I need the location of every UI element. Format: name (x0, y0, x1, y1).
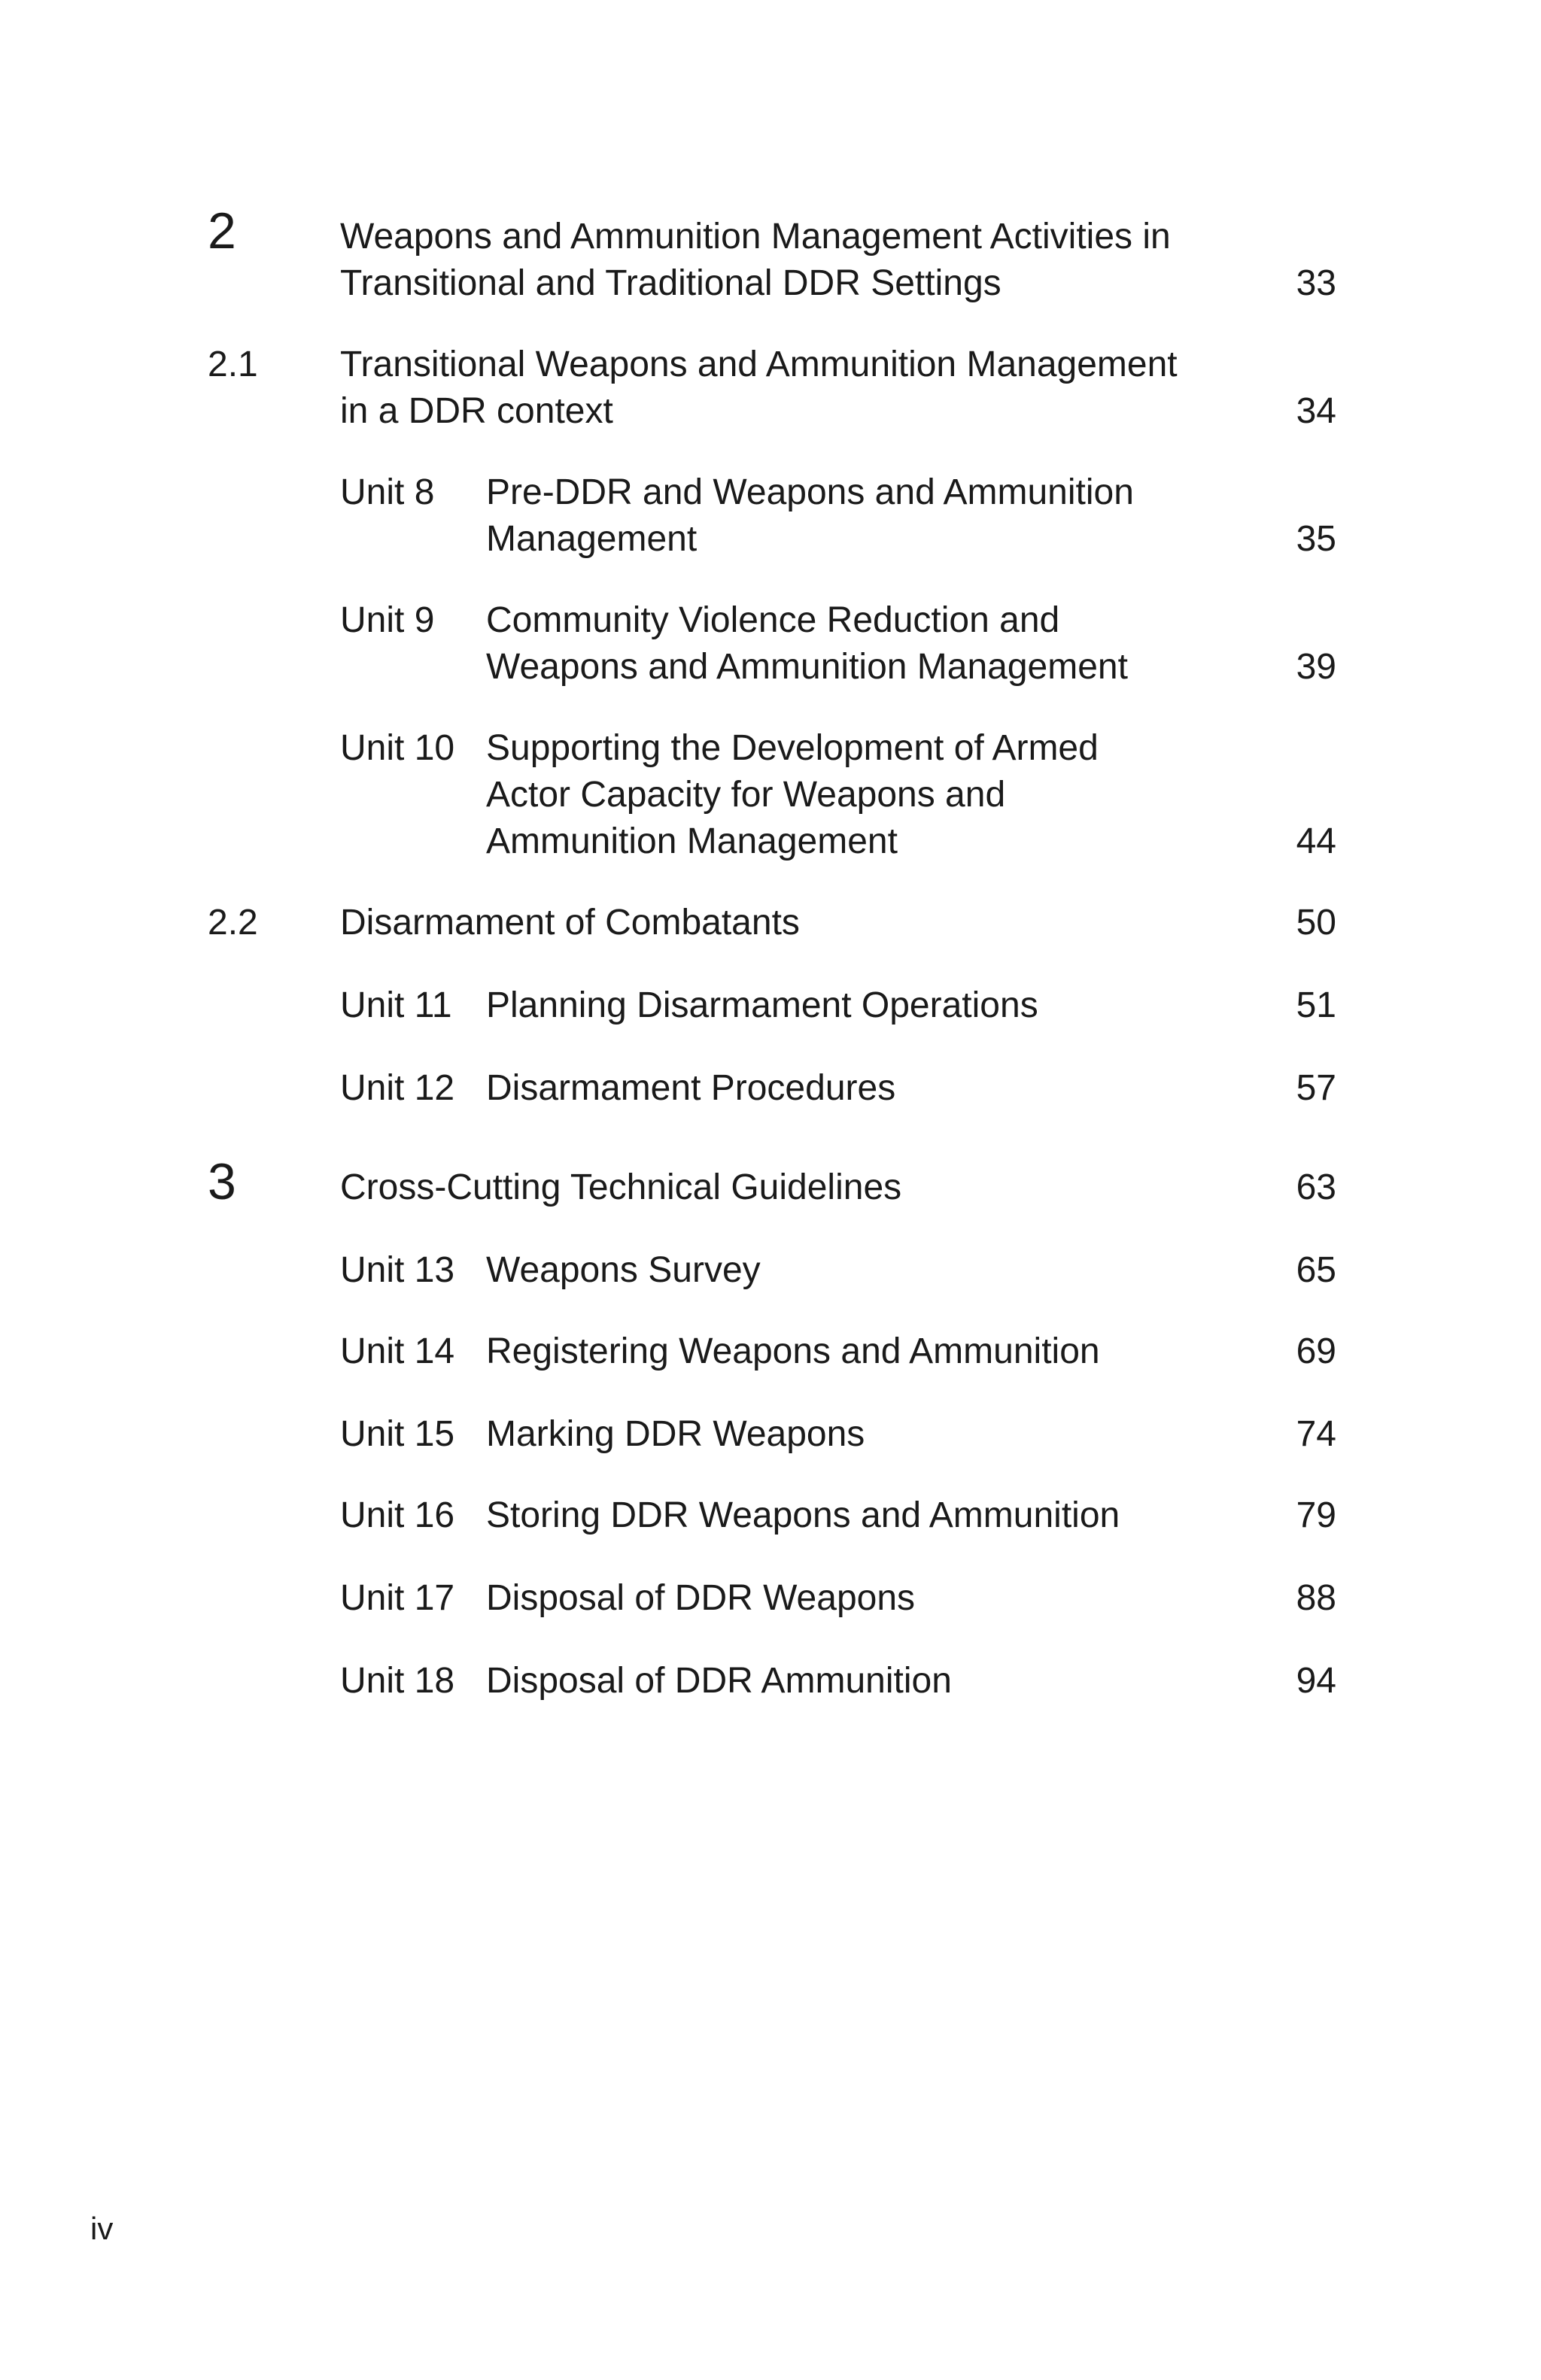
entry-title: Storing DDR Weapons and Ammunition (486, 1495, 1120, 1535)
entry-title: Pre-DDR and Weapons and Ammunition Management (486, 472, 1134, 559)
entry-title: Disarmament of Combatants (340, 903, 800, 943)
entry-title: Weapons Survey (486, 1250, 761, 1290)
entry-title: Transitional Weapons and Ammunition Management in a DDR context (340, 345, 1178, 431)
entry-title: Disarmament Procedures (486, 1068, 896, 1108)
entry-title: Weapons and Ammunition Management Activities in Transitional and Traditional DDR Settings (340, 217, 1171, 303)
unit-label: Unit 17 (340, 1578, 455, 1618)
page-number: 65 (1296, 1250, 1336, 1290)
entry-title: Marking DDR Weapons (486, 1414, 865, 1454)
page-number: 35 (1296, 519, 1336, 559)
unit-label: Unit 16 (340, 1495, 455, 1535)
entry-title: Planning Disarmament Operations (486, 985, 1038, 1025)
entry-title: Cross-Cutting Technical Guidelines (340, 1167, 902, 1207)
page-number: 39 (1296, 647, 1336, 687)
unit-label: Unit 14 (340, 1331, 455, 1371)
unit-label: Unit 15 (340, 1414, 455, 1454)
entry-title: Disposal of DDR Ammunition (486, 1661, 952, 1701)
page-number: 50 (1296, 903, 1336, 943)
section-number: 2.1 (208, 345, 258, 384)
page-folio: iv (90, 2211, 114, 2246)
unit-label: Unit 11 (340, 985, 452, 1025)
unit-label: Unit 9 (340, 600, 435, 640)
unit-label: Unit 13 (340, 1250, 455, 1290)
unit-label: Unit 12 (340, 1068, 455, 1108)
page-number: 79 (1296, 1495, 1336, 1535)
entry-title: Supporting the Development of Armed Actor Capacity for Weapons and Ammunition Management (486, 728, 1099, 861)
page-number: 74 (1296, 1414, 1336, 1454)
entry-title: Registering Weapons and Ammunition (486, 1331, 1100, 1371)
page-number: 33 (1296, 263, 1336, 303)
page-number: 44 (1296, 821, 1336, 861)
unit-label: Unit 8 (340, 472, 435, 512)
entry-title: Community Violence Reduction and Weapons and Ammunition Management (486, 600, 1128, 687)
page-number: 69 (1296, 1331, 1336, 1371)
unit-label: Unit 10 (340, 728, 455, 768)
page-number: 34 (1296, 391, 1336, 431)
entry-title: Disposal of DDR Weapons (486, 1578, 916, 1618)
chapter-number: 2 (208, 202, 236, 260)
page-number: 63 (1296, 1167, 1336, 1207)
page-number: 94 (1296, 1661, 1336, 1701)
chapter-number: 3 (208, 1153, 236, 1210)
section-number: 2.2 (208, 903, 258, 943)
page-number: 88 (1296, 1578, 1336, 1618)
page-number: 57 (1296, 1068, 1336, 1108)
page-number: 51 (1296, 985, 1336, 1025)
unit-label: Unit 18 (340, 1661, 455, 1701)
